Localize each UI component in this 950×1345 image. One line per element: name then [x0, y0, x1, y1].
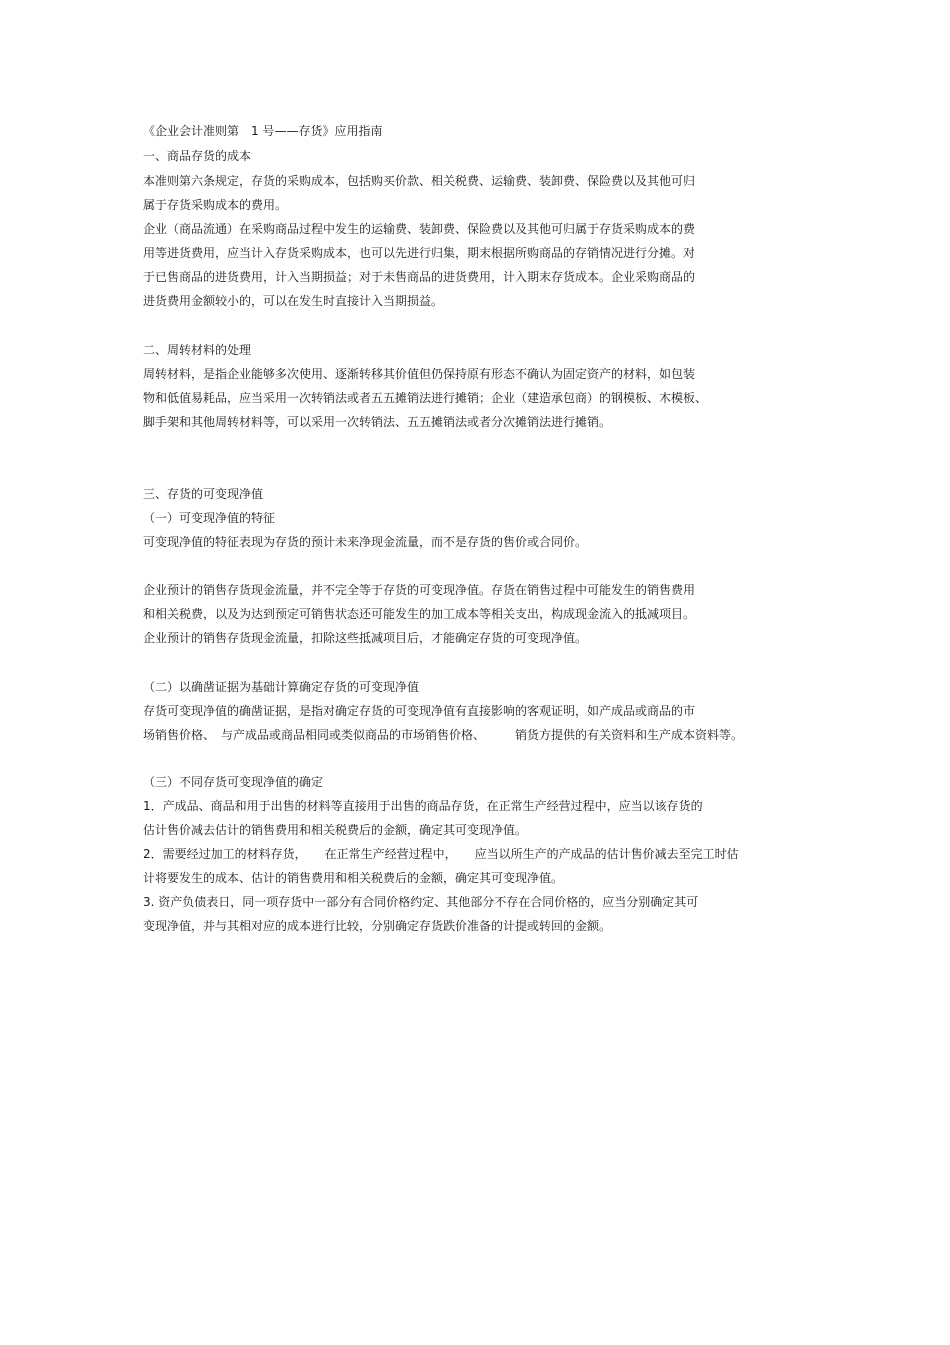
section-1-heading: 一、商品存货的成本 [143, 149, 252, 163]
subsection-3-line-2: 估计售价减去估计的销售费用和相关税费后的金额，确定其可变现净值。 [143, 823, 528, 837]
subsection-1-line-1: 可变现净值的特征表现为存货的预计未来净现金流量，而不是存货的售价或合同价。 [143, 535, 588, 549]
subsection-1-line-3: 和相关税费，以及为达到预定可销售状态还可能发生的加工成本等相关支出，构成现金流入的抵减项目。 [143, 607, 696, 621]
section-1-line-3: 企业（商品流通）在采购商品过程中发生的运输费、装卸费、保险费以及其他可归属于存货采购成本的费 [143, 222, 696, 236]
subsection-1-heading: （一）可变现净值的特征 [143, 511, 276, 525]
section-1-line-2: 属于存货采购成本的费用。 [143, 198, 288, 212]
section-3-heading: 三、存货的可变现净值 [143, 487, 264, 501]
section-1-line-4: 用等进货费用，应当计入存货采购成本，也可以先进行归集，期末根据所购商品的存销情况进行分摊。对 [143, 246, 696, 260]
subsection-2-heading: （二）以确凿证据为基础计算确定存货的可变现净值 [143, 680, 420, 694]
subsection-2-line-1: 存货可变现净值的确凿证据，是指对确定存货的可变现净值有直接影响的客观证明，如产成品或商品的市 [143, 704, 696, 718]
section-2-heading: 二、周转材料的处理 [143, 343, 252, 357]
subsection-3-line-1: 1．产成品、商品和用于出售的材料等直接用于出售的商品存货，在正常生产经营过程中，应当以该存货的 [143, 799, 703, 813]
document-title: 《企业会计准则第 1 号——存货》应用指南 [143, 124, 383, 138]
section-1-line-5: 于已售商品的进货费用，计入当期损益；对于未售商品的进货费用，计入期末存货成本。企业采购商品的 [143, 270, 696, 284]
section-2-line-3: 脚手架和其他周转材料等，可以采用一次转销法、五五摊销法或者分次摊销法进行摊销。 [143, 415, 612, 429]
subsection-3-line-4: 计将要发生的成本、估计的销售费用和相关税费后的金额，确定其可变现净值。 [143, 871, 564, 885]
section-1-line-1: 本准则第六条规定，存货的采购成本，包括购买价款、相关税费、运输费、装卸费、保险费以及其他可归 [143, 174, 696, 188]
subsection-3-line-5: 3. 资产负债表日，同一项存货中一部分有合同价格约定、其他部分不存在合同价格的，应当分别确定其可 [143, 895, 699, 909]
subsection-1-line-4: 企业预计的销售存货现金流量，扣除这些抵减项目后，才能确定存货的可变现净值。 [143, 631, 588, 645]
subsection-3-heading: （三）不同存货可变现净值的确定 [143, 775, 324, 789]
subsection-3-line-6: 变现净值，并与其相对应的成本进行比较，分别确定存货跌价准备的计提或转回的金额。 [143, 919, 612, 933]
subsection-3-line-3: 2．需要经过加工的材料存货， 在正常生产经营过程中， 应当以所生产的产成品的估计售价减去至完工时估 [143, 847, 739, 861]
subsection-1-line-2: 企业预计的销售存货现金流量，并不完全等于存货的可变现净值。存货在销售过程中可能发生的销售费用 [143, 583, 696, 597]
subsection-2-line-2: 场销售价格、 与产成品或商品相同或类似商品的市场销售价格、 销货方提供的有关资料和生产成本资料等。 [143, 728, 744, 742]
section-1-line-6: 进货费用金额较小的，可以在发生时直接计入当期损益。 [143, 294, 444, 308]
section-2-line-1: 周转材料，是指企业能够多次使用、逐渐转移其价值但仍保持原有形态不确认为固定资产的材料，如包装 [143, 367, 696, 381]
section-2-line-2: 物和低值易耗品，应当采用一次转销法或者五五摊销法进行摊销；企业（建造承包商）的钢模板、木模板、 [143, 391, 708, 405]
